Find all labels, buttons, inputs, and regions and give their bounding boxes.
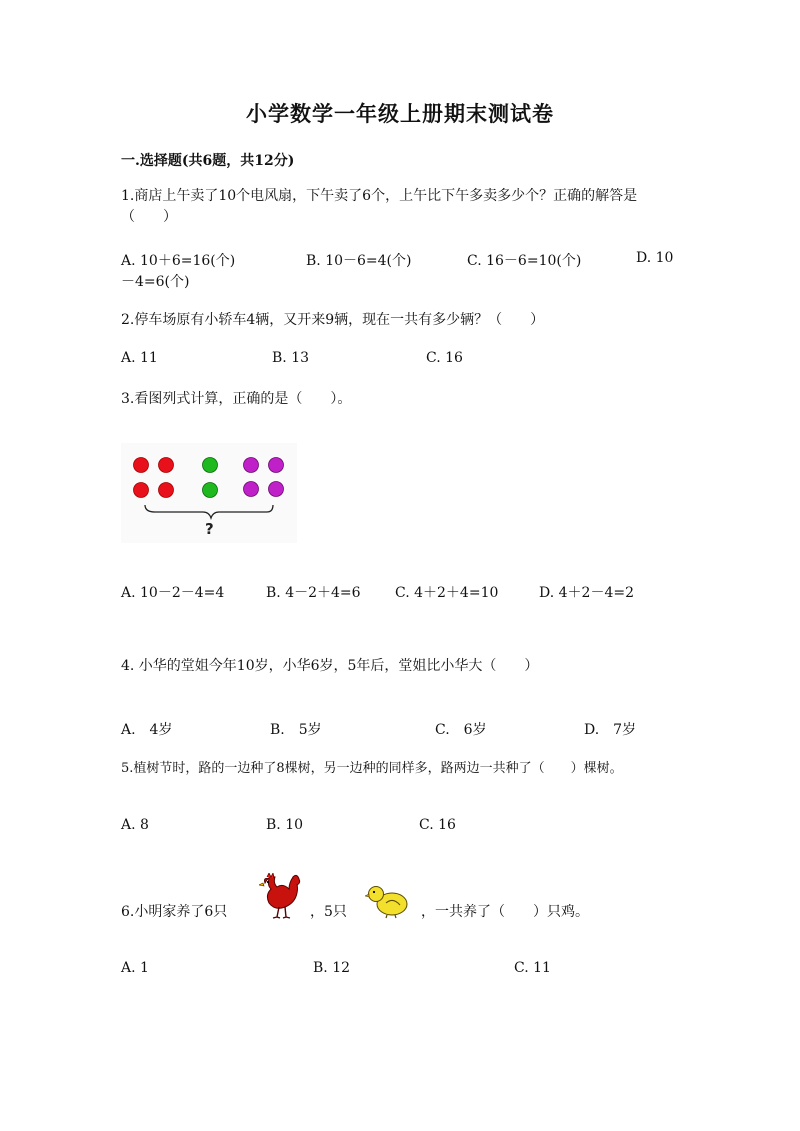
question-1: 1.商店上午卖了10个电风扇，下午卖了6个，上午比下午多卖多少个？正确的解答是（ ） <box>121 188 638 225</box>
q2-option-b[interactable]: B. 13 <box>272 350 310 366</box>
page-title: 小学数学一年级上册期末测试卷 <box>246 101 554 126</box>
q3-option-d[interactable]: D. 4＋2－4=2 <box>539 585 634 601</box>
q4-option-c[interactable]: C. 6岁 <box>435 722 487 738</box>
question-4: 4. 小华的堂姐今年10岁，小华6岁，5年后，堂姐比小华大（ ） <box>121 658 539 674</box>
q2-option-a[interactable]: A. 11 <box>121 350 158 366</box>
section-heading: 一.选择题(共6题，共12分) <box>121 153 295 169</box>
q5-option-c[interactable]: C. 16 <box>419 817 456 833</box>
q1-option-b[interactable]: B. 10－6=4(个) <box>306 253 412 269</box>
q4-option-a[interactable]: A. 4岁 <box>121 722 173 738</box>
question-5: 5.植树节时，路的一边种了8棵树，另一边种的同样多，路两边一共种了（ ）棵树。 <box>121 761 623 776</box>
q3-option-c[interactable]: C. 4＋2＋4=10 <box>395 585 499 601</box>
rooster-icon <box>259 873 303 919</box>
q5-option-b[interactable]: B. 10 <box>266 817 304 833</box>
q6-option-b[interactable]: B. 12 <box>313 960 351 976</box>
question-6-part-2: ，5只 <box>310 904 347 920</box>
q4-option-d[interactable]: D. 7岁 <box>584 722 637 738</box>
question-3: 3.看图列式计算，正确的是（ ）。 <box>121 391 352 407</box>
q1-option-d[interactable]: D. 10 <box>636 250 674 266</box>
q3-option-b[interactable]: B. 4－2＋4=6 <box>266 585 361 601</box>
q1-option-a[interactable]: A. 10＋6=16(个) <box>121 253 236 269</box>
q4-option-b[interactable]: B. 5岁 <box>270 722 322 738</box>
question-6-part-3: ，一共养了（ ）只鸡。 <box>421 904 589 920</box>
q5-option-a[interactable]: A. 8 <box>121 817 149 833</box>
q6-option-a[interactable]: A. 1 <box>121 960 149 976</box>
chick-icon <box>365 883 411 919</box>
question-mark: ? <box>205 520 214 538</box>
dot-counting-figure <box>121 443 297 543</box>
q1-option-d-continued: －4=6(个) <box>121 274 190 290</box>
q3-option-a[interactable]: A. 10－2－4=4 <box>121 585 225 601</box>
question-6-part-1: 6.小明家养了6只 <box>121 904 228 920</box>
q6-option-c[interactable]: C. 11 <box>514 960 551 976</box>
q2-option-c[interactable]: C. 16 <box>426 350 463 366</box>
q1-option-c[interactable]: C. 16－6=10(个) <box>467 253 582 269</box>
question-2: 2.停车场原有小轿车4辆，又开来9辆，现在一共有多少辆？（ ） <box>121 312 545 328</box>
